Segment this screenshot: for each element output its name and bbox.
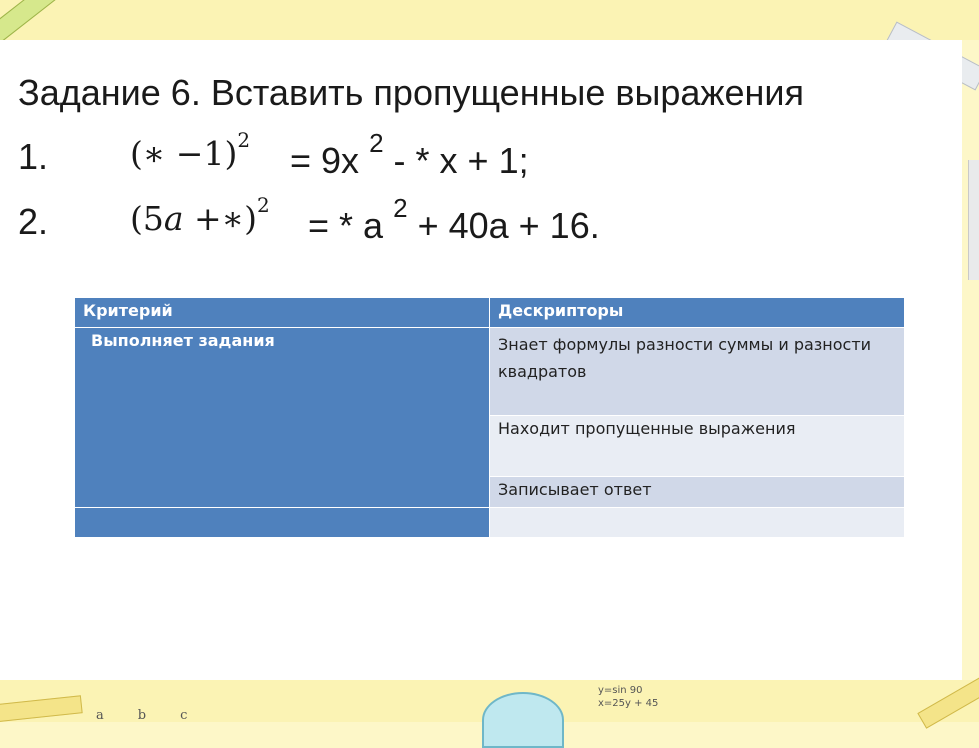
rubric-table xyxy=(74,297,905,538)
descriptor-cell: Записывает ответ xyxy=(490,477,905,508)
decor-letters: a b c xyxy=(96,708,188,723)
decor-formula: y=sin 90 x=25y + 45 xyxy=(598,685,659,709)
empty-cell xyxy=(490,508,905,538)
equation-lhs: (5𝑎 +∗)$^2$ xyxy=(130,193,270,238)
table-header-row xyxy=(75,298,905,328)
empty-cell xyxy=(75,508,490,538)
criterion-cell: Выполняет задания xyxy=(75,328,490,508)
equation-lhs: (∗ −1)$^2$ xyxy=(130,128,251,173)
table-row xyxy=(75,508,905,538)
column-header-descriptors: Дескрипторы xyxy=(490,298,905,328)
slide xyxy=(0,40,962,680)
ruler-decoration xyxy=(968,160,979,280)
table-row xyxy=(75,328,905,416)
page-title: Задание 6. Вставить пропущенные выражения xyxy=(18,72,804,113)
column-header-criterion: Критерий xyxy=(75,298,490,328)
equation-rhs: = 9x $^2$ - * x + 1; xyxy=(290,128,529,181)
descriptor-cell: Находит пропущенные выражения xyxy=(490,416,905,477)
equation-number: 2. xyxy=(18,201,49,242)
equation-rhs: = * a $^2$ + 40a + 16. xyxy=(308,193,600,246)
frame-top xyxy=(0,0,979,40)
equation-number: 1. xyxy=(18,136,49,177)
protractor-decoration xyxy=(482,692,564,748)
descriptor-cell: Знает формулы разности суммы и разности квадратов xyxy=(490,328,905,416)
